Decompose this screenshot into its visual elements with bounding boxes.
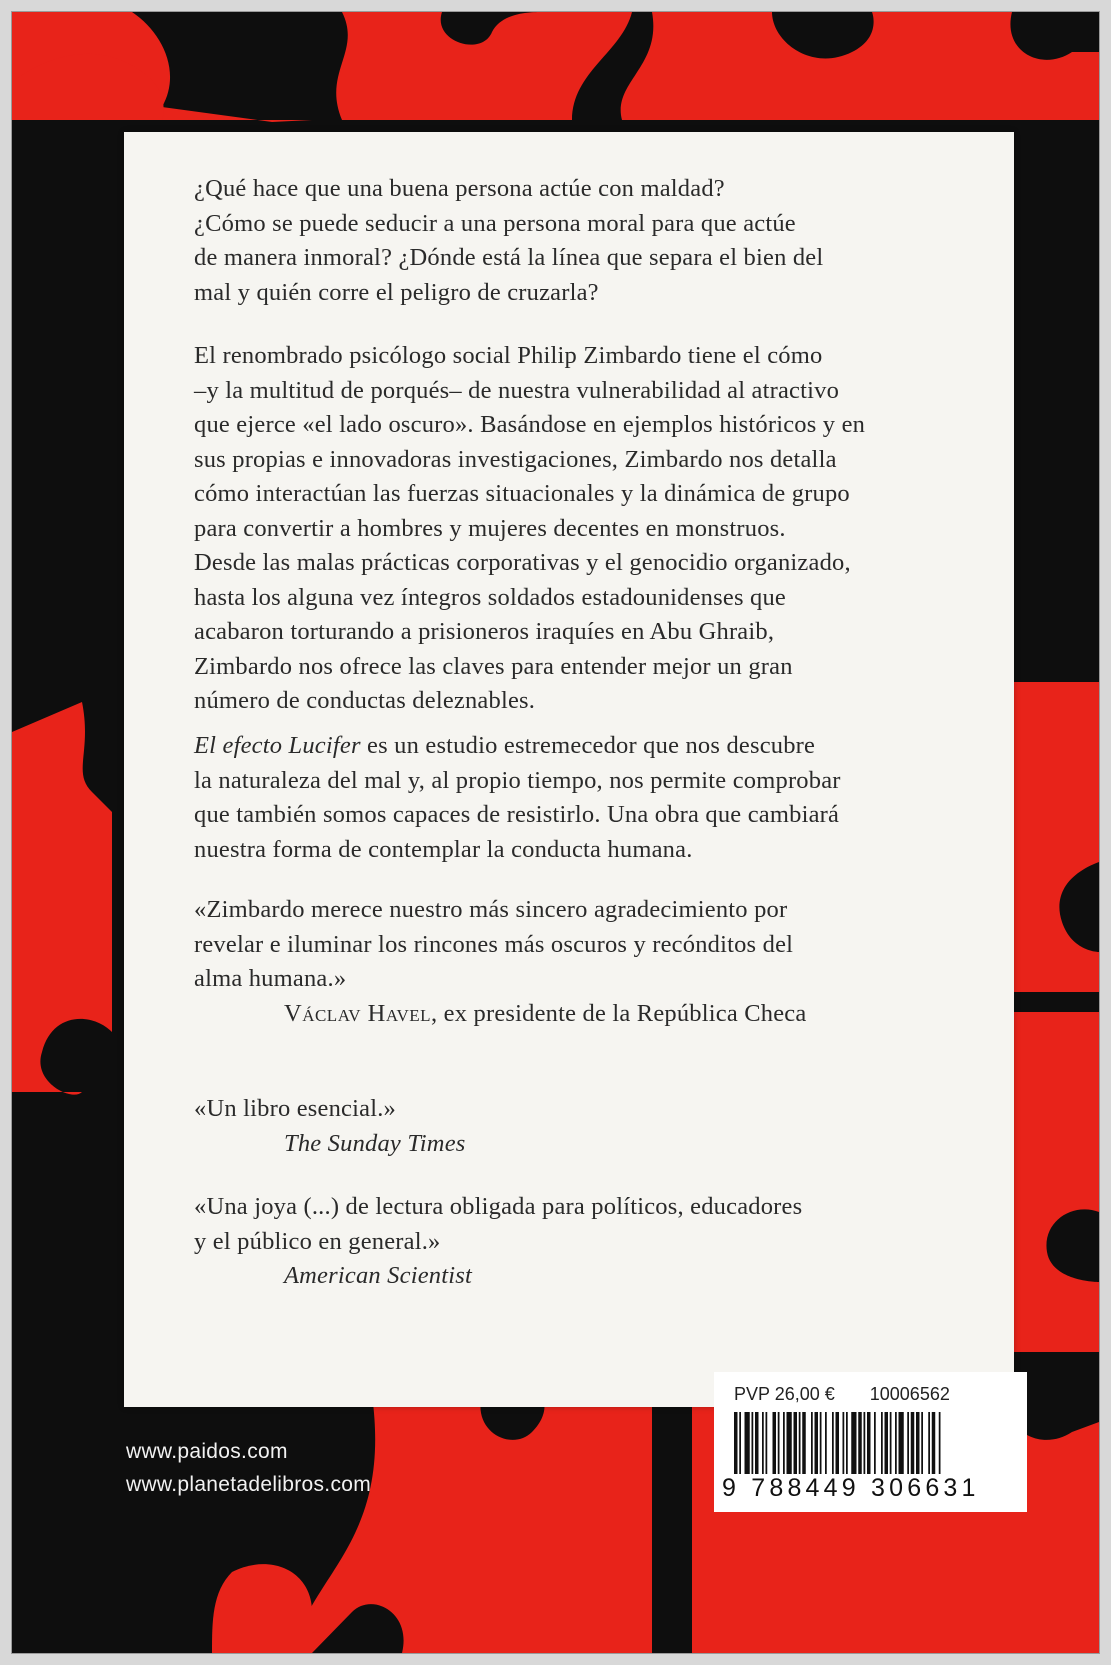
barcode-label [714,1372,1027,1512]
body-line: Desde las malas prácticas corporativas y el genocidio organizado, [194,549,851,576]
summary-line: la naturaleza del mal y, al propio tiempo, nos permite comprobar [194,766,841,794]
quote-american-scientist [194,1190,954,1294]
barcode-bar [846,1412,848,1474]
quote-author: Václav Havel [284,999,432,1027]
summary-line: que también somos capaces de resistirlo. Una obra que cambiará [194,801,840,828]
quote-line: alma humana.» [194,965,347,992]
body-line: Zimbardo nos ofrece las claves para entender mejor un gran [194,652,793,680]
text-panel [124,132,1014,1407]
body-line: hasta los alguna vez íntegros soldados estadounidenses que [194,583,786,611]
barcode-bar [787,1412,792,1474]
intro-line: ¿Cómo se puede seducir a una persona moral para que actúe [194,209,796,237]
puzzle-piece-top-center [336,12,632,120]
summary-line: nuestra forma de contemplar la conducta humana. [194,835,693,863]
puzzle-piece-bottom-small [212,1564,312,1653]
summary-paragraph [194,729,954,867]
puzzle-piece-bottom-left [292,1395,652,1653]
isbn-digits: 9 788449 306631 [722,1474,980,1502]
website-planetadelibros[interactable]: www.planetadelibros.com [126,1473,372,1496]
barcode-bar [752,1412,754,1474]
barcode-bar [762,1412,764,1474]
barcode-bar [851,1412,856,1474]
body-line: cómo interactúan las fuerzas situacionales y la dinámica de grupo [194,480,850,507]
body-paragraph [194,339,954,719]
quote-line: y el público en general.» [194,1227,441,1255]
puzzle-piece-left-middle [12,702,112,1095]
summary-line [194,729,954,764]
barcode-bar [815,1412,819,1474]
barcode-bar [932,1412,936,1474]
barcode-bar [864,1412,866,1474]
barcode-bar [899,1412,904,1474]
barcode-bar [895,1412,897,1474]
quote-source: The Sunday Times [284,1129,466,1157]
barcode-bar [874,1412,876,1474]
barcode-bar [907,1412,909,1474]
barcode-bar [843,1412,845,1474]
barcode-bar [802,1412,806,1474]
intro-line: de manera inmoral? ¿Dónde está la línea que separa el bien del [194,244,824,271]
barcode [734,1412,1009,1474]
barcode-bar [773,1412,777,1474]
barcode-bar [836,1412,840,1474]
intro-line: mal y quién corre el peligro de cruzarla? [194,278,599,306]
body-line: El renombrado psicólogo social Philip Zimbardo tiene el cómo [194,342,823,369]
barcode-bar [939,1412,941,1474]
quote-line: «Zimbardo merece nuestro más sincero agradecimiento por [194,896,788,923]
body-line: acabaron torturando a prisioneros iraquíes en Abu Ghraib, [194,618,775,645]
price-label: PVP 26,00 € [734,1384,835,1404]
price-row [734,1384,1024,1405]
intro-paragraph [194,172,954,310]
barcode-bar [794,1412,798,1474]
body-line: número de conductas deleznables. [194,687,536,714]
website-paidos[interactable]: www.paidos.com [126,1440,288,1463]
barcode-bar [885,1412,889,1474]
barcode-bar [825,1412,827,1474]
intro-line: ¿Qué hace que una buena persona actúe con maldad? [194,175,725,202]
barcode-bar [799,1412,801,1474]
quote-author-role: , ex presidente de la República Checa [431,999,807,1027]
barcode-bar [916,1412,920,1474]
body-line: para convertir a hombres y mujeres decentes en monstruos. [194,514,786,542]
barcode-bar [820,1412,822,1474]
barcode-bar [755,1412,759,1474]
barcode-bar [858,1412,862,1474]
barcode-bar [811,1412,813,1474]
summary-line-rest: es un estudio estremecedor que nos descubre [360,732,816,759]
quote-attribution [194,997,954,1032]
barcode-bar [783,1412,785,1474]
quote-line: «Una joya (...) de lectura obligada para políticos, educadores [194,1193,803,1220]
barcode-bar [928,1412,930,1474]
book-back-cover [12,12,1099,1653]
quote-havel [194,893,954,1031]
product-code: 10006562 [869,1384,950,1404]
barcode-bar [911,1412,915,1474]
barcode-bar [921,1412,923,1474]
barcode-bar [832,1412,834,1474]
quote-line: revelar e iluminar los rincones más oscuros y recónditos del [194,930,794,958]
quote-sunday-times [194,1092,954,1161]
barcode-bar [766,1412,768,1474]
barcode-bar [745,1412,750,1474]
barcode-bar [734,1412,738,1474]
body-line: que ejerce «el lado oscuro». Basándose en ejemplos históricos y en [194,411,866,438]
book-title: El efecto Lucifer [194,732,361,759]
barcode-bar [867,1412,871,1474]
body-line: sus propias e innovadoras investigaciones, Zimbardo nos detalla [194,445,837,473]
body-line: –y la multitud de porqués– de nuestra vulnerabilidad al atractivo [194,376,840,404]
barcode-bar [739,1412,741,1474]
barcode-bar [881,1412,883,1474]
quote-line: «Un libro esencial.» [194,1095,396,1122]
quote-source: American Scientist [284,1262,472,1289]
barcode-bar [890,1412,892,1474]
barcode-bar [778,1412,780,1474]
